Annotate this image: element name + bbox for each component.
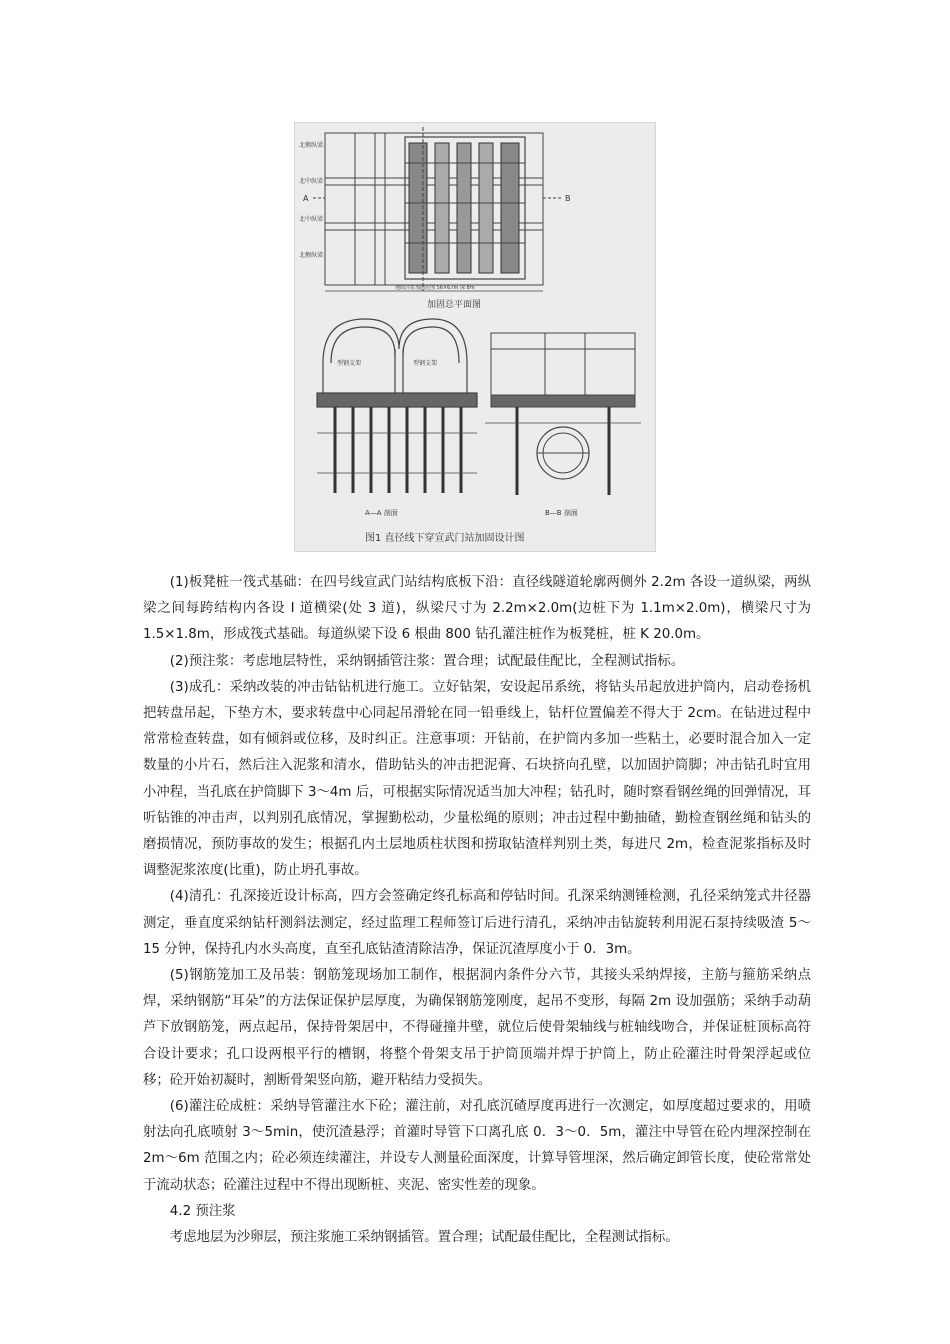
plan-label-3: 北中纵梁 <box>299 216 324 223</box>
plan-label-4: 北侧纵梁 <box>299 252 324 259</box>
figure-caption: 图1 直径线下穿宣武门站加固设计图 <box>365 533 525 544</box>
plan-title: 加固总平面图 <box>427 300 482 310</box>
paragraph-hole-cleaning: (4)清孔：孔深接近设计标高，四方会签确定终孔标高和停钻时间。孔深采纳测锤检测，孔径采纳笼式井径器测定，垂直度采纳钻杆测斜法测定，经过监理工程师签订后进行清孔，采纳冲击钻旋转利用泥石泵持续吸渣 5～15 分钟，保持孔内水头高度，直至孔底钻渣清除洁净，保证沉渣厚度小于 0．3m。 <box>143 889 811 957</box>
section-aa-drawing <box>317 319 477 493</box>
section-marker-a: A <box>303 194 309 203</box>
section-bb-drawing <box>485 333 641 495</box>
section-bb-title: B—B 剖面 <box>545 509 578 517</box>
section-marker-b: B <box>565 194 571 203</box>
paragraph-concrete-pouring: (6)灌注砼成桩：采纳导管灌注水下砼；灌注前，对孔底沉碴厚度再进行一次测定，如厚度超过要求的，用喷射法向孔底喷射 3～5min，使沉渣悬浮；首灌时导管下口离孔底 0．3～0．5m，灌注中导管在砼内埋深控制在 2m～6m 范围之内；砼必须连续灌注，并设专人测量砼面深度，计算导管埋深，然后确定卸管长度，使砼常常处于流动状态；砼灌注过程中不得出现断桩、夹泥、密实性差的现象。 <box>143 1099 811 1193</box>
reinforcement-design-figure <box>294 122 656 552</box>
body-text <box>143 570 811 1251</box>
plan-view <box>313 127 563 291</box>
support-label-right: 型钢支架 <box>413 360 438 367</box>
support-label-left: 型钢支架 <box>337 360 362 367</box>
paragraph-pre-grouting-detail: 考虑地层为沙卵层，预注浆施工采纳钢插管。置合理；试配最佳配比，全程测试指标。 <box>169 1230 679 1246</box>
paragraph-rebar-cage: (5)钢筋笼加工及吊装：钢筋笼现场加工制作，根据洞内条件分六节，其接头采纳焊接，主筋与箍筋采纳点焊，采纳钢筋“耳朵”的方法保证保护层厚度，为确保钢筋笼刚度，起吊不变形，每隔 2m 设加强筋；采纳手动葫芦下放钢筋笼，两点起吊，保持骨架居中，不得碰撞井壁，就位后使骨架轴线与桩轴线吻合，并保证桩顶标高符合设计要求；孔口设两根平行的槽钢，将整个骨架支吊于护筒顶端并焊于护筒上，防止砼灌注时骨架浮起或位移；砼开始初凝时，割断骨架竖向筋，避开粘结力受损失。 <box>143 968 811 1088</box>
paragraph-pre-grouting: (2)预注浆：考虑地层特性，采纳钢插管注浆：置合理；试配最佳配比，全程测试指标。 <box>169 653 685 669</box>
plan-label-1: 北侧纵梁 <box>299 142 324 149</box>
plan-label-2: 北中纵梁 <box>299 178 324 185</box>
paragraph-drilling: (3)成孔：采纳改装的冲击钻钻机进行施工。立好钻架，安设起吊系统，将钻头吊起放进护筒内，启动卷扬机把转盘吊起，下垫方木，要求转盘中心同起吊滑轮在同一铅垂线上，钻杆位置偏差不得大于 2cm。在钻进过程中常常检查转盘，如有倾斜或位移，及时纠正。注意事项：开钻前，在护筒内多加一些粘土，必要时混合加入一定数量的小片石，然后注入泥浆和清水，借助钻头的冲击把泥膏、石块挤向孔壁，以加固护筒脚；冲击钻孔时宜用小冲程，当孔底在护筒脚下 3～4m 后，可根据实际情况适当加大冲程；钻孔时，随时察看钢丝绳的回弹情况，耳听钻锥的冲击声，以判别孔底情况，掌握勤松动，少量松绳的原则；冲击过程中勤抽碴，勤检查钢丝绳和钻头的磨损情况，预防事故的发生；根据孔内土层地质柱状图和捞取钻渣样判别土类，每进尺 2m，检查泥浆指标及时调整泥浆浓度(比重)，防止坍孔事故。 <box>143 679 811 879</box>
paragraph-bench-pile-foundation: (1)板凳桩一筏式基础：在四号线宣武门站结构底板下沿：直径线隧道轮廓两侧外 2.2m 各设一道纵梁，两纵梁之间每跨结构内各设 I 道横梁(处 3 道)，纵梁尺寸为 2.2m×2.0m(边桩下为 1.1m×2.0m)，横梁尺寸为 1.5×1.8m，形成筏式基础。每道纵梁下设 6 根曲 800 钻孔灌注桩作为板凳桩，桩 K 20.0m。 <box>143 575 811 643</box>
section-heading-4-2: 4.2 预注浆 <box>169 1203 236 1219</box>
section-aa-title: A—A 剖面 <box>365 509 398 517</box>
grout-range-note: 地面注浆加固范围 56×67m 深 8m <box>395 285 475 291</box>
